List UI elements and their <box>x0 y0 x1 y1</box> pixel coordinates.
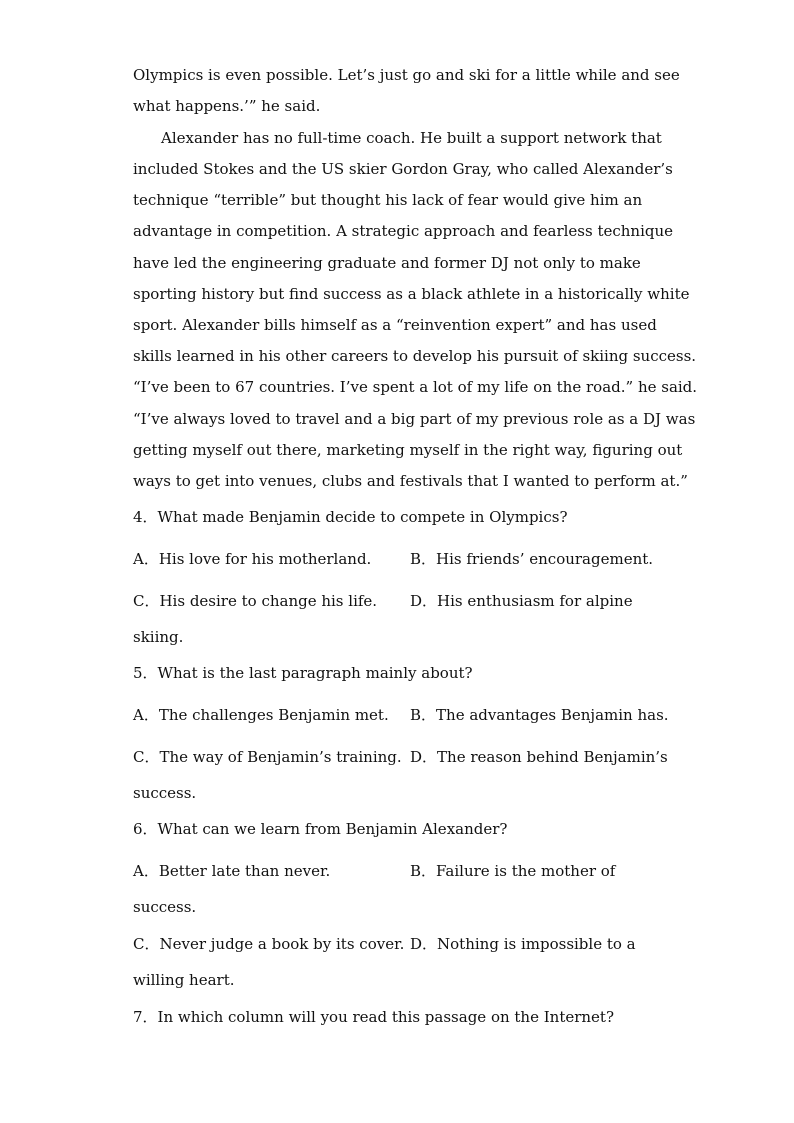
option-d: D．His enthusiasm for alpine <box>410 592 633 610</box>
option-d-continuation: skiing. <box>133 628 184 646</box>
option-a: A．Better late than never. <box>133 862 331 880</box>
passage-line: sport. Alexander bills himself as a “reinvention expert” and has used <box>133 316 657 334</box>
passage-line: advantage in competition. A strategic approach and fearless technique <box>133 222 674 240</box>
passage-line: have led the engineering graduate and former DJ not only to make <box>133 254 641 272</box>
passage-line: ways to get into venues, clubs and festivals that I wanted to perform at.” <box>133 472 688 490</box>
question-stem: 5．What is the last paragraph mainly about? <box>133 664 473 682</box>
option-b: B．Failure is the mother of <box>410 862 616 880</box>
passage-line: getting myself out there, marketing myself in the right way, figuring out <box>133 441 683 459</box>
option-c: C．Never judge a book by its cover. <box>133 935 405 953</box>
passage-line: technique “terrible” but thought his lack of fear would give him an <box>133 191 643 209</box>
option-c: C．The way of Benjamin’s training. <box>133 748 402 766</box>
option-d-continuation: willing heart. <box>133 971 235 989</box>
question-stem: 7．In which column will you read this passage on the Internet? <box>133 1008 615 1026</box>
passage-line: “I’ve been to 67 countries. I’ve spent a lot of my life on the road.” he said. <box>133 378 698 396</box>
option-c: C．His desire to change his life. <box>133 592 378 610</box>
option-b-continuation: success. <box>133 898 197 916</box>
passage-line: skills learned in his other careers to develop his pursuit of skiing success. <box>133 347 697 365</box>
passage-line: what happens.’” he said. <box>133 97 321 115</box>
passage-line: “I’ve always loved to travel and a big part of my previous role as a DJ was <box>133 410 696 428</box>
question-stem: 6．What can we learn from Benjamin Alexander? <box>133 820 508 838</box>
option-d-continuation: success. <box>133 784 197 802</box>
option-b: B．His friends’ encouragement. <box>410 550 654 568</box>
passage-line: included Stokes and the US skier Gordon Gray, who called Alexander’s <box>133 160 673 178</box>
passage-line: Olympics is even possible. Let’s just go and ski for a little while and see <box>133 66 680 84</box>
question-stem: 4．What made Benjamin decide to compete in Olympics? <box>133 508 568 526</box>
option-d: D．Nothing is impossible to a <box>410 935 636 953</box>
option-a: A．His love for his motherland. <box>133 550 372 568</box>
option-b: B．The advantages Benjamin has. <box>410 706 669 724</box>
option-d: D．The reason behind Benjamin’s <box>410 748 668 766</box>
passage-line: sporting history but find success as a black athlete in a historically white <box>133 285 690 303</box>
passage-line: Alexander has no full-time coach. He built a support network that <box>161 129 662 147</box>
option-a: A．The challenges Benjamin met. <box>133 706 389 724</box>
